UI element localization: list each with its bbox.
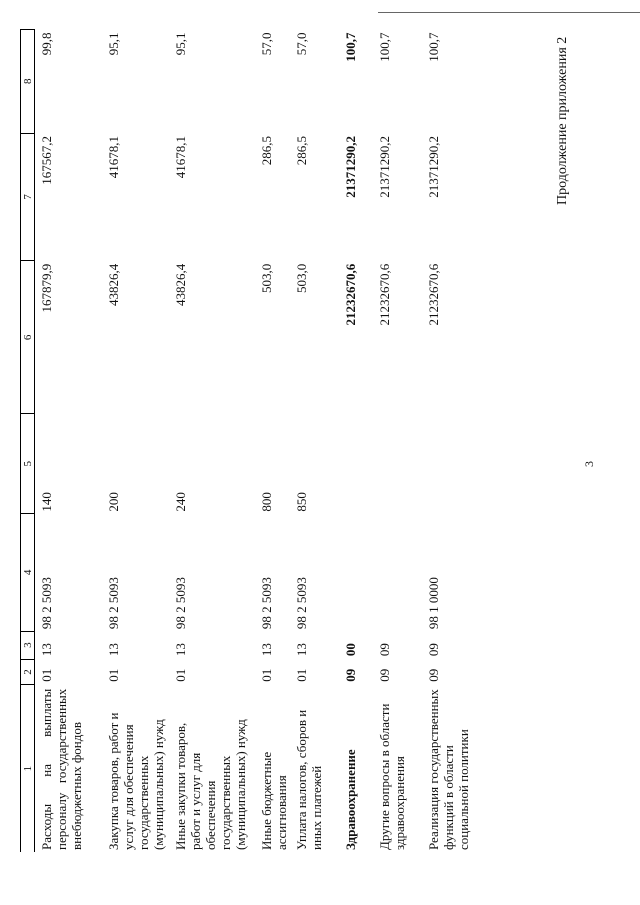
planned-amount: 503,0 — [293, 263, 309, 293]
subsection-code: 13 — [39, 643, 54, 657]
target-item-code: 98 2 5093 — [172, 577, 188, 630]
subsection-code: 13 — [172, 643, 188, 657]
appendix-caption: Продолжение приложения 2 — [555, 36, 570, 205]
executed-amount: 286,5 — [258, 136, 274, 166]
column-number: 5 — [21, 414, 35, 514]
column-number: 6 — [21, 261, 35, 414]
expense-type-code — [422, 414, 546, 514]
row-name: Реализация государственных функций в области социальной политики — [425, 689, 471, 850]
subsection-code: 09 — [376, 643, 392, 657]
expense-type-code — [339, 414, 373, 514]
planned-amount: 21232670,6 — [342, 263, 358, 326]
executed-amount: 41678,1 — [105, 136, 121, 179]
target-item-code — [339, 514, 373, 632]
subsection-code: 13 — [258, 643, 274, 657]
column-number: 2 — [21, 659, 35, 685]
table-row — [339, 30, 373, 853]
planned-amount: 167879,9 — [39, 263, 54, 313]
executed-amount: 286,5 — [293, 136, 309, 166]
section-code: 09 — [425, 668, 441, 682]
row-name: Расходы на выплаты персоналу государственных внебюджетных фондов — [39, 688, 84, 850]
target-item-code: 98 2 5093 — [39, 577, 54, 630]
expense-type-code: 140 — [39, 492, 54, 512]
executed-amount: 21371290,2 — [376, 136, 392, 198]
expense-type-code: 800 — [258, 492, 274, 512]
row-name: Другие вопросы в области здравоохранения — [376, 703, 407, 850]
section-code: 01 — [172, 668, 188, 682]
table-row — [255, 30, 290, 853]
section-code: 01 — [39, 668, 54, 682]
subsection-code: 09 — [425, 643, 441, 657]
execution-percent: 95,1 — [172, 32, 188, 56]
execution-percent: 95,1 — [105, 32, 121, 56]
execution-percent: 57,0 — [258, 32, 274, 56]
table-row — [169, 30, 255, 853]
subsection-code: 13 — [105, 643, 121, 657]
execution-percent: 57,0 — [293, 32, 309, 56]
executed-amount: 41678,1 — [172, 136, 188, 179]
column-number: 7 — [21, 133, 35, 261]
row-name: Уплата налогов, сборов и иных платежей — [293, 709, 324, 850]
target-item-code — [373, 514, 422, 632]
table-row — [373, 30, 422, 853]
table-row — [102, 30, 169, 853]
subsection-code: 13 — [293, 643, 309, 657]
expense-type-code: 200 — [105, 492, 121, 512]
planned-amount: 43826,4 — [172, 263, 188, 306]
planned-amount: 43826,4 — [105, 263, 121, 306]
planned-amount: 21232670,6 — [425, 263, 441, 326]
column-number-row — [21, 30, 35, 853]
target-item-code: 98 1 0000 — [425, 577, 441, 630]
execution-percent: 100,7 — [425, 32, 441, 62]
budget-table — [20, 29, 545, 852]
target-item-code: 98 2 5093 — [293, 577, 309, 630]
row-name: Закупка товаров, работ и услуг для обеспечения государственных (муниципальных) нужд — [105, 712, 166, 850]
planned-amount: 503,0 — [258, 263, 274, 293]
column-number: 8 — [21, 30, 35, 134]
execution-percent: 99,8 — [39, 32, 54, 56]
executed-amount: 21371290,2 — [425, 136, 441, 198]
row-name: Здравоохранение — [342, 749, 358, 850]
section-code: 01 — [258, 668, 274, 682]
page-number: 3 — [582, 461, 596, 467]
table-row — [290, 30, 339, 853]
section-code: 09 — [376, 668, 392, 682]
table-row — [422, 30, 546, 853]
section-code: 01 — [293, 668, 309, 682]
execution-percent: 100,7 — [342, 32, 358, 62]
executed-amount: 167567,2 — [39, 136, 54, 185]
column-number: 4 — [21, 514, 35, 632]
target-item-code: 98 2 5093 — [258, 577, 274, 630]
subsection-code: 00 — [342, 643, 358, 657]
expense-type-code: 850 — [293, 492, 309, 512]
executed-amount: 21371290,2 — [342, 136, 358, 198]
planned-amount: 21232670,6 — [376, 263, 392, 326]
expense-type-code — [373, 414, 422, 514]
table-row — [35, 30, 102, 853]
section-code: 09 — [342, 668, 358, 682]
execution-percent: 100,7 — [376, 32, 392, 62]
target-item-code: 98 2 5093 — [105, 577, 121, 630]
section-code: 01 — [105, 668, 121, 682]
row-name: Иные закупки товаров, работ и услуг для обеспечения государственных (муниципальных) нужд — [172, 719, 248, 850]
column-number: 1 — [21, 685, 35, 852]
column-number: 3 — [21, 631, 35, 659]
row-name: Иные бюджетные ассигнования — [258, 751, 289, 850]
expense-type-code: 240 — [172, 492, 188, 512]
